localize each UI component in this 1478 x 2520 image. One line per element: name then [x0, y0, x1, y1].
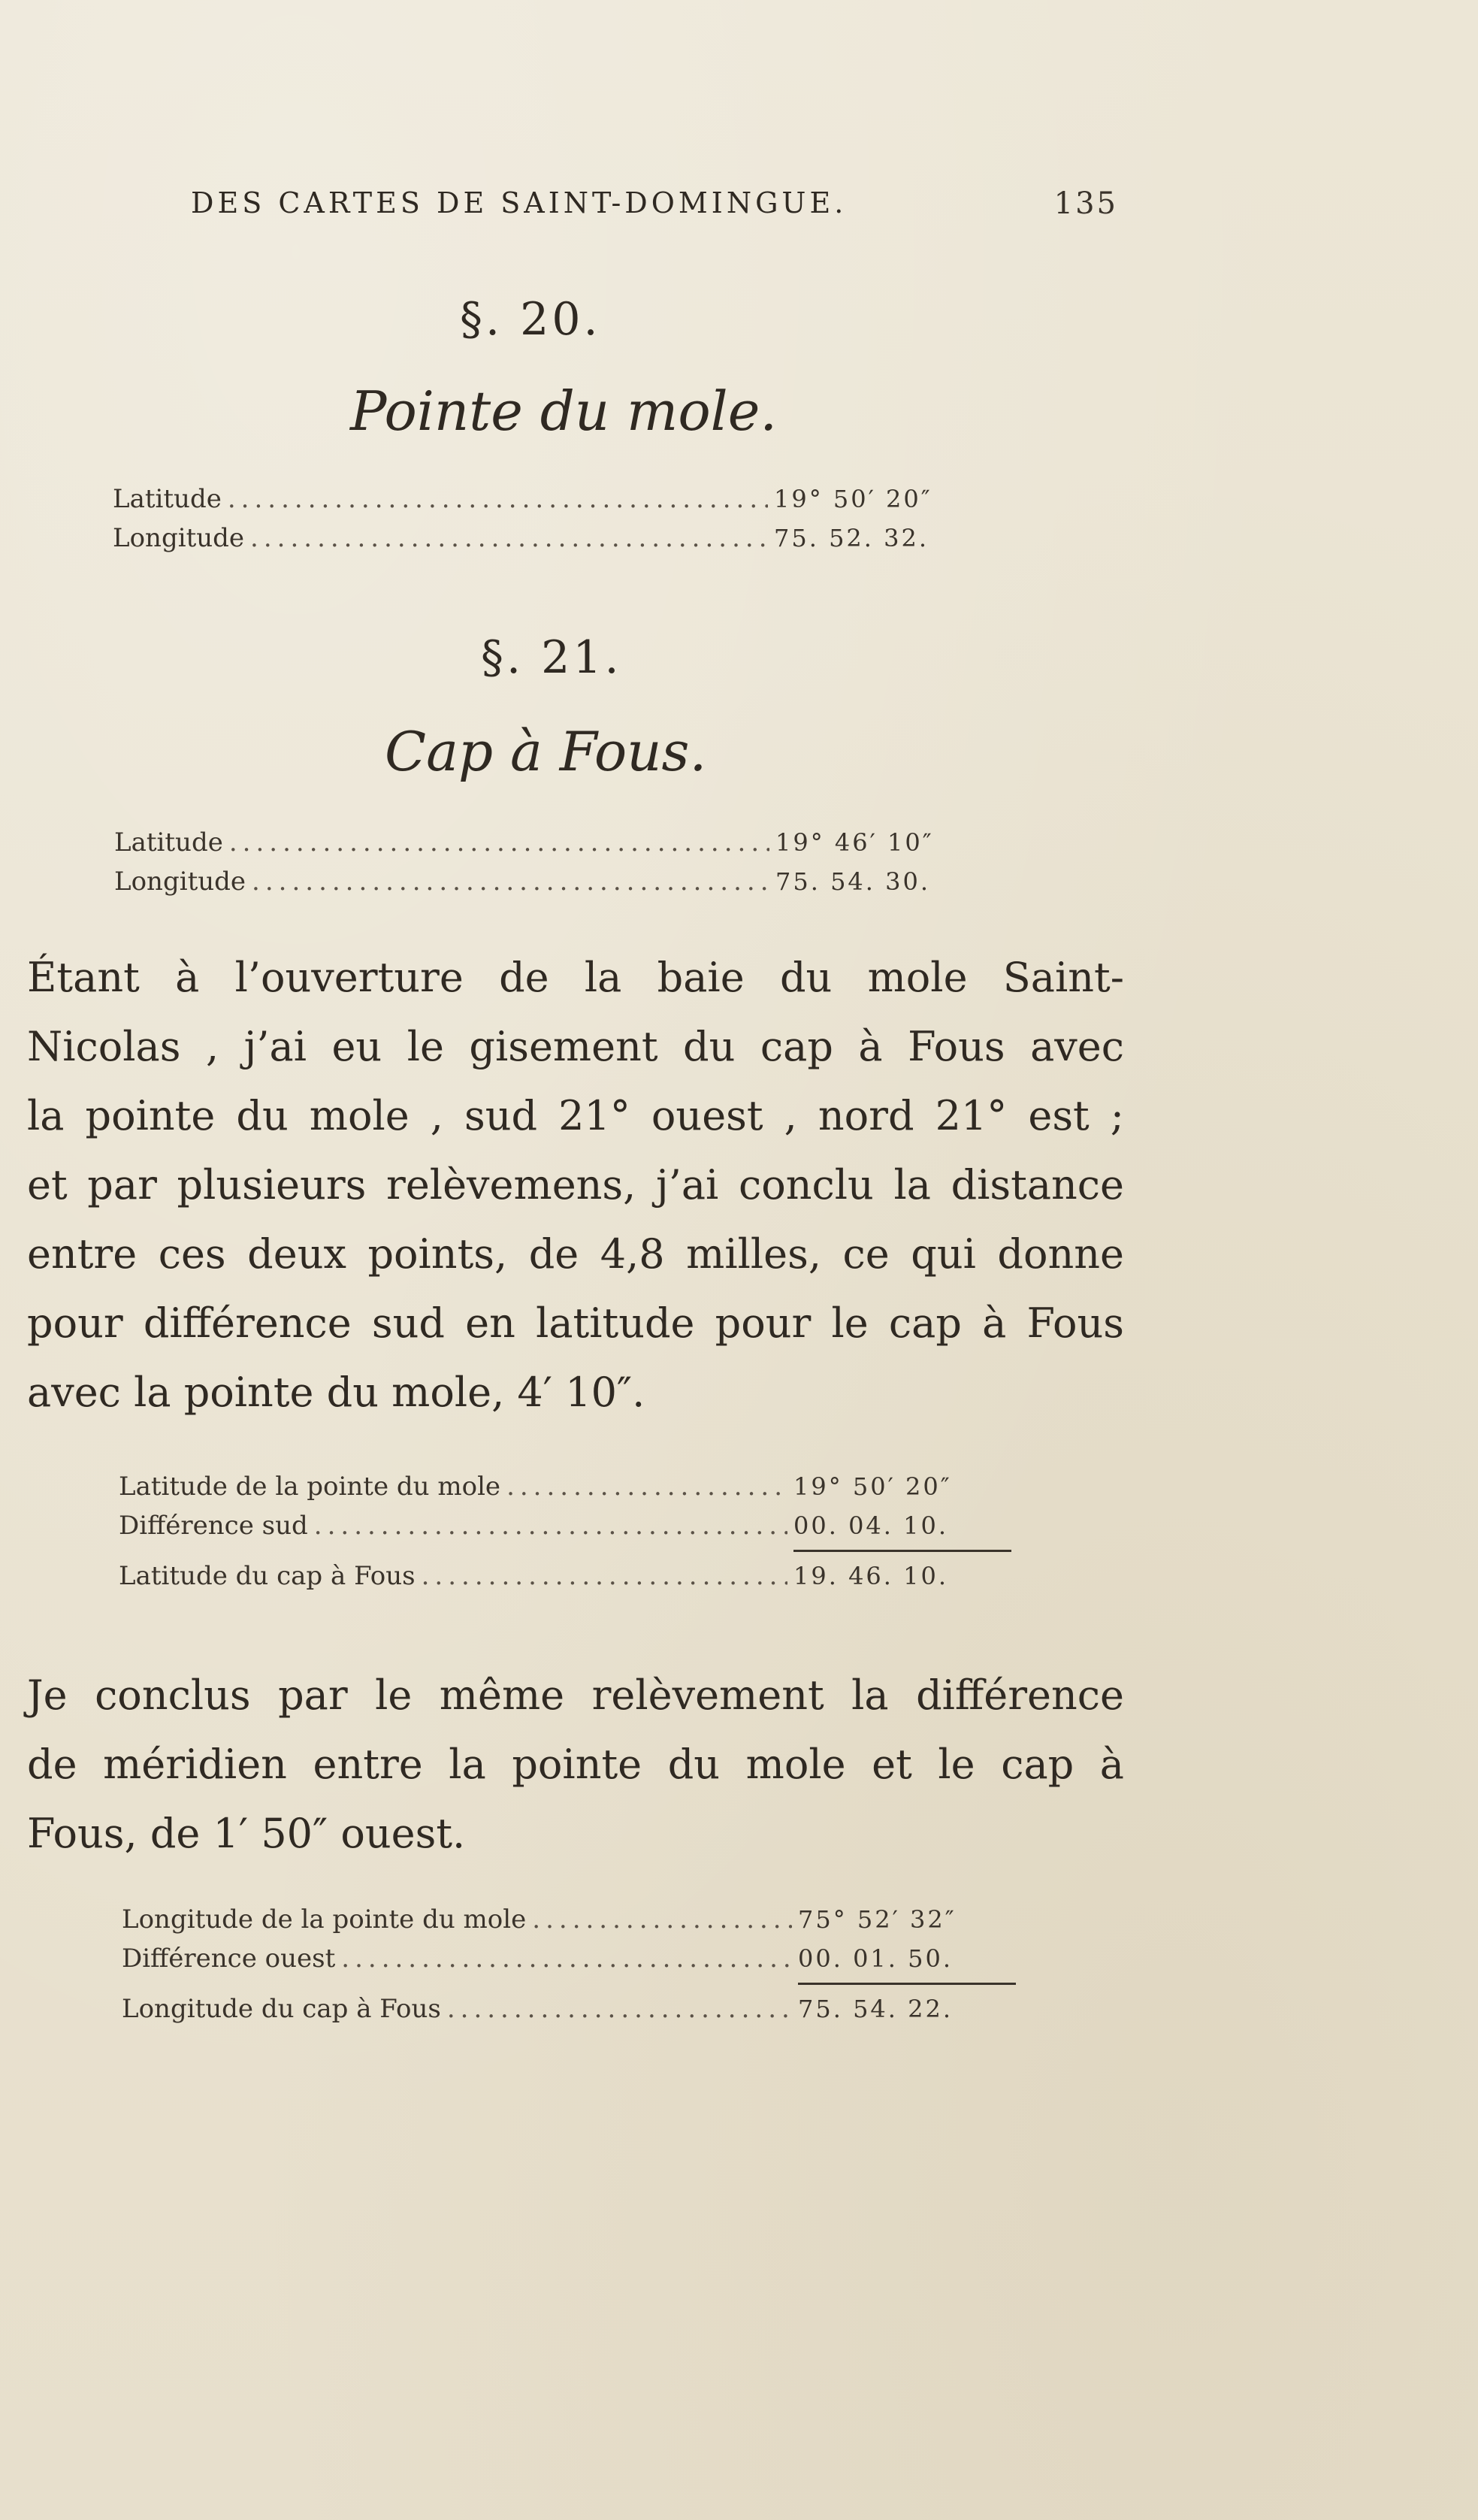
calculation-value: 75. 54. 22.	[798, 1995, 954, 2023]
coordinate-value: 19° 46′ 10″	[775, 828, 934, 857]
coordinate-row	[114, 823, 993, 862]
coordinate-value: 19° 50′ 20″	[774, 485, 932, 513]
coordinate-row	[113, 519, 992, 558]
calculation-label: Longitude du cap à Fous	[122, 1994, 441, 2024]
dot-leader	[532, 1900, 792, 1939]
section-21-title: Cap à Fous.	[385, 720, 707, 783]
section-20-number: §. 20.	[460, 293, 601, 346]
text-line: Nicolas , j’ai eu le gisement du cap à Fous avec	[27, 1023, 1124, 1070]
sum-rule	[793, 1550, 1011, 1552]
calculation-label: Longitude de la pointe du mole	[122, 1904, 527, 1935]
coordinate-label: Longitude	[114, 867, 246, 897]
running-head	[164, 186, 1126, 231]
section-21-number: §. 21.	[481, 631, 622, 684]
text-line: avec la pointe du mole, 4′ 10″.	[27, 1369, 645, 1416]
longitude-calculation	[122, 1900, 1016, 2028]
body-paragraph-1	[27, 943, 1124, 1427]
dot-leader	[252, 862, 769, 901]
calculation-value: 00. 04. 10.	[793, 1511, 949, 1540]
calculation-total-row	[119, 1556, 1011, 1596]
text-line: de méridien entre la pointe du mole et le cap à	[27, 1741, 1124, 1788]
calculation-value: 19° 50′ 20″	[793, 1472, 952, 1501]
calculation-row	[122, 1900, 1016, 1939]
sum-rule	[798, 1983, 1016, 1985]
coordinate-value: 75. 54. 30.	[775, 867, 931, 896]
calculation-label: Latitude du cap à Fous	[119, 1561, 416, 1591]
text-line: la pointe du mole , sud 21° ouest , nord 21° est ;	[27, 1092, 1124, 1139]
dot-leader	[228, 479, 768, 519]
calculation-label: Latitude de la pointe du mole	[119, 1472, 501, 1502]
coordinate-row	[114, 862, 993, 901]
coordinate-label: Longitude	[113, 523, 245, 553]
coordinate-row	[113, 479, 992, 519]
latitude-calculation	[119, 1467, 1011, 1596]
calculation-value: 19. 46. 10.	[793, 1562, 949, 1590]
text-line: pour différence sud en latitude pour le cap à Fous	[27, 1299, 1124, 1347]
coordinate-value: 75. 52. 32.	[774, 524, 929, 552]
dot-leader	[314, 1506, 787, 1545]
body-paragraph-2	[27, 1661, 1124, 1868]
calculation-row	[119, 1467, 1011, 1506]
dot-leader	[506, 1467, 787, 1506]
section-21-coordinates	[114, 823, 993, 901]
text-line: Je conclus par le même relèvement la différence	[27, 1671, 1124, 1719]
dot-leader	[229, 823, 769, 862]
text-line: Fous, de 1′ 50″ ouest.	[27, 1810, 466, 1857]
dot-leader	[250, 519, 768, 558]
calculation-row	[119, 1506, 1011, 1545]
coordinate-label: Latitude	[114, 827, 223, 858]
page-number: 135	[1053, 186, 1118, 221]
running-title: DES CARTES DE SAINT-DOMINGUE.	[191, 186, 848, 219]
dot-leader	[447, 1989, 792, 2028]
text-line: entre ces deux points, de 4,8 milles, ce qui donne	[27, 1230, 1124, 1278]
section-20-title: Pointe du mole.	[350, 380, 778, 443]
dot-leader	[341, 1939, 792, 1978]
coordinate-label: Latitude	[113, 484, 222, 514]
dot-leader	[422, 1556, 787, 1596]
calculation-row	[122, 1939, 1016, 1978]
calculation-total-row	[122, 1989, 1016, 2028]
calculation-label: Différence ouest	[122, 1944, 336, 1974]
calculation-label: Différence sud	[119, 1511, 308, 1541]
calculation-value: 00. 01. 50.	[798, 1944, 954, 1973]
section-20-coordinates	[113, 479, 992, 558]
calculation-value: 75° 52′ 32″	[798, 1905, 957, 1934]
text-line: et par plusieurs relèvemens, j’ai conclu la distance	[27, 1161, 1124, 1209]
text-line: Étant à l’ouverture de la baie du mole Saint-	[27, 954, 1124, 1001]
